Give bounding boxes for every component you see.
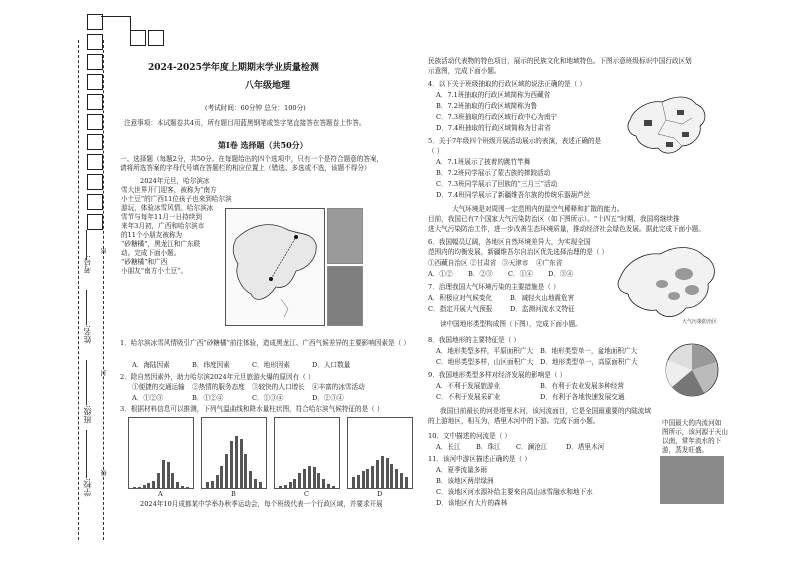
section-intro-1: 一、选择题（每题2分，共50分。在每题给出的四个选项中，只有一个是符合题意的答案， bbox=[120, 155, 384, 163]
climate-bar bbox=[284, 485, 287, 488]
ice-festival-photo bbox=[327, 208, 363, 264]
passage-air-1: 大气环境是对周围一定范围内的湿空气稀释和扩散的能力。 bbox=[452, 205, 624, 213]
q2-item-4: ④丰富的冰雪活动 bbox=[312, 383, 365, 391]
passage-air-2: 目前，我国已有7个国家大气污染防治区（如下图所示）。“十四五”时期，我国将继续推 bbox=[428, 215, 680, 223]
climate-chart-label[interactable]: C bbox=[304, 490, 310, 498]
passage-continue-2: 示意图，完成下面小题。 bbox=[428, 67, 501, 75]
climate-bar bbox=[352, 477, 355, 488]
climate-bar bbox=[176, 482, 179, 488]
climate-bar bbox=[289, 482, 292, 488]
school-field[interactable] bbox=[86, 430, 87, 478]
china-admin-map bbox=[622, 90, 712, 162]
climate-bar bbox=[395, 469, 398, 488]
q2-item-3: ③较快的人口增长 bbox=[252, 383, 305, 391]
q6-item-4: ④广东省 bbox=[536, 259, 563, 267]
climate-bar bbox=[357, 475, 360, 488]
q1-option-d[interactable]: D．人口数量 bbox=[312, 361, 351, 369]
side-caption-4: 游，蒸发旺盛。 bbox=[662, 446, 709, 454]
q6-option-b[interactable]: B．②③ bbox=[468, 270, 493, 278]
climate-chart-label[interactable]: D bbox=[377, 490, 383, 498]
school-label: 学校: bbox=[83, 478, 92, 497]
climate-chart-a bbox=[128, 417, 194, 498]
passage-air-3: 进大气污染防治工作，进一步改善生态环境质量，推动经济社会绿色发展。据此完成下面小题。 bbox=[428, 225, 705, 233]
exam-title: 2024-2025学年度上期期末学业质量检测 bbox=[148, 63, 319, 73]
climate-bar bbox=[313, 467, 316, 488]
q9-option-b[interactable]: B．有利于农业发展多种经营 bbox=[540, 382, 624, 390]
climate-chart-label[interactable]: A bbox=[158, 490, 163, 498]
side-caption-1: 中国最大的内流河如 bbox=[662, 419, 722, 427]
climate-bar bbox=[303, 469, 306, 488]
climate-bar bbox=[152, 481, 155, 488]
q6-item-2: ②甘肃省 bbox=[470, 259, 497, 267]
passage-continue-1: 民族活动代表物的特色项目，展示的民族文化和地域特色。下图示意班级标识中国行政区划 bbox=[428, 57, 692, 65]
q9-option-d[interactable]: D．有利于各地快速发展交通 bbox=[540, 393, 625, 401]
climate-bar bbox=[376, 460, 379, 488]
q7-text: 7．治理我国大气环境污染的主要措施是（ ） bbox=[428, 283, 560, 291]
q5-option-a[interactable]: A．7.1班展示了披着的跳竹竿舞 bbox=[436, 158, 531, 166]
q4-text: 4．以下关于班级抽取的行政区域的说法正确的是（ ） bbox=[428, 80, 586, 88]
q9-note-2: 的上游地区，相互为，塔里木河中的下游。完成下面小题。 bbox=[428, 417, 600, 425]
climate-bar bbox=[211, 481, 214, 488]
q2-item-2: ②热情的服务态度 bbox=[192, 383, 245, 391]
q2-option-d[interactable]: D．②③④ bbox=[312, 394, 344, 402]
q11-option-d[interactable]: D．该地区有大片的森林 bbox=[436, 499, 508, 507]
q1-text: 1．哈尔滨冰雪风情吸引广西“砂糖橘”前往体验，造成黑龙江、广西气候差异的主要影响因素是（ ） bbox=[120, 339, 410, 347]
climate-bar bbox=[332, 486, 335, 488]
climate-bar bbox=[216, 475, 219, 488]
climate-bar bbox=[327, 484, 330, 488]
q7-option-b[interactable]: B．减轻火山地震危害 bbox=[510, 294, 575, 302]
q11-option-b[interactable]: B．该地区两岸绿洲 bbox=[436, 477, 494, 485]
climate-bar bbox=[181, 486, 184, 488]
bottom-passage: 2024年10月成都某中学举办秋季运动会，每个班级代表一个行政区域，并要求开展 bbox=[140, 500, 383, 508]
q7-option-c[interactable]: C．指定开展大气预报 bbox=[428, 305, 493, 313]
climate-bar bbox=[254, 479, 257, 488]
climate-bar bbox=[225, 454, 228, 488]
q10-option-d[interactable]: D．塔里木河 bbox=[566, 443, 605, 451]
q8-option-a[interactable]: A．地形类型多样，平原面积广大 bbox=[436, 347, 534, 355]
cut-line-inner bbox=[103, 40, 104, 540]
q5-option-d[interactable]: D．7.4班同学展示了新疆维吾尔族的传统乐器葫芦丝 bbox=[436, 191, 591, 199]
climate-chart-b bbox=[201, 417, 267, 498]
q9-option-c[interactable]: C．不利于发展采矿业 bbox=[436, 393, 501, 401]
q2-option-c[interactable]: C．①③④ bbox=[252, 394, 284, 402]
q5-option-c[interactable]: C．7.3班同学展示了回族的“三月三”活动 bbox=[436, 180, 558, 188]
q7-option-a[interactable]: A．积极应对气候变化 bbox=[428, 294, 493, 302]
name-label: 姓名: bbox=[83, 325, 92, 344]
q6-option-c[interactable]: C．①④ bbox=[508, 270, 533, 278]
asia-map-svg bbox=[226, 209, 324, 325]
exam-info: (考试时间：60分钟 总分：100分) bbox=[205, 104, 306, 112]
climate-chart-label[interactable]: B bbox=[231, 490, 236, 498]
q1-option-a[interactable]: A．海陆因素 bbox=[132, 361, 170, 369]
name-field[interactable] bbox=[86, 290, 87, 325]
cut-mark-3: 线 bbox=[101, 470, 108, 476]
number-field[interactable] bbox=[86, 230, 87, 260]
exam-subject: 八年级地理 bbox=[245, 81, 291, 91]
q5-text: 5．关于7年级四个班级开展活动展示的表演，表述正确的是 bbox=[428, 137, 602, 145]
section-intro-2: 请将所选答案的字母代号填在答题栏的相应位置上（错选、多选或不选，该题不得分） bbox=[120, 164, 371, 172]
cut-mark-1: 密 bbox=[101, 248, 108, 254]
climate-bar bbox=[157, 473, 160, 488]
class-field[interactable] bbox=[86, 360, 87, 405]
q7-note: 读中国地形类型构成图（下图），完成下面小题。 bbox=[440, 320, 582, 328]
q6-option-d[interactable]: D．③④ bbox=[548, 270, 574, 278]
q1-option-b[interactable]: B．纬度因素 bbox=[192, 361, 230, 369]
climate-chart-d bbox=[347, 417, 413, 498]
side-caption-2: 图所示，该河源于天山 bbox=[662, 428, 728, 436]
climate-bar bbox=[279, 486, 282, 488]
climate-bar bbox=[162, 460, 165, 488]
climate-bar bbox=[371, 466, 374, 488]
cut-line bbox=[78, 40, 79, 540]
q8-text: 8．我国地形的主要特征是（ ） bbox=[428, 336, 521, 344]
asia-map bbox=[225, 208, 325, 326]
exam-notice: 注意事项：本试题卷共4页，所有题目用蓝黑钢笔或签字笔直接答在答题卷上作答。 bbox=[124, 119, 366, 127]
climate-bar bbox=[317, 473, 320, 488]
q5-option-b[interactable]: B．7.2班同学展示了蒙古族的摔跤活动 bbox=[436, 169, 551, 177]
section-title: 第I卷 选择题（共50分） bbox=[218, 140, 308, 150]
q9-text: 9．我国地形类型多样对经济发展的影响是（ ） bbox=[428, 371, 567, 379]
q4-option-d[interactable]: D．7.4班抽取的行政区域简称为甘肃省 bbox=[436, 124, 551, 132]
pollution-map-legend: 大气污染防治区 bbox=[682, 319, 718, 325]
climate-bar bbox=[322, 479, 325, 488]
climate-bar bbox=[259, 482, 262, 488]
cut-mark-2: 封 bbox=[101, 370, 108, 376]
q4-option-b[interactable]: B．7.2班抽取的行政区域简称为鲁 bbox=[436, 102, 538, 110]
q9-note-1: 我国目前最长的河是塔里木河，该河流面目，它是全国最重要的内陆流域 bbox=[440, 407, 651, 415]
q2-option-a[interactable]: A．①②③ bbox=[132, 394, 164, 402]
q3-text: 3．根据材料信息可以推测，下列气温曲线和降水量柱状图，符合哈尔滨气候特征的是（ ） bbox=[120, 405, 384, 413]
climate-bar bbox=[220, 466, 223, 488]
q6-text: 6．我国幅员辽阔，各地区自然环境差异大，为实现全国 bbox=[428, 238, 591, 246]
q10-option-c[interactable]: C．澜沧江 bbox=[516, 443, 548, 451]
climate-bar bbox=[308, 466, 311, 488]
climate-bar bbox=[362, 471, 365, 488]
pollution-zone-map bbox=[612, 238, 722, 328]
q9-option-a[interactable]: A．不利于发展旅游业 bbox=[436, 382, 501, 390]
q8-option-c[interactable]: C．地形类型多样，山区面积广大 bbox=[436, 358, 534, 366]
q2-text: 2．除自然因素外，助力哈尔滨2024年元旦旅游火爆的原因有（ ） bbox=[120, 373, 315, 381]
q2-option-b[interactable]: B．①②④ bbox=[192, 394, 224, 402]
q10-text: 10．文中描述的河流是（ ） bbox=[428, 432, 512, 440]
q11-option-c[interactable]: C．该地区河水源补给主要来自高山冰雪融水和地下水 bbox=[436, 488, 593, 496]
q10-option-a[interactable]: A．长江 bbox=[436, 443, 461, 451]
river-photo bbox=[660, 456, 724, 504]
climate-bar bbox=[138, 487, 141, 488]
climate-bar bbox=[240, 439, 243, 488]
q1-option-c[interactable]: C．地形因素 bbox=[252, 361, 291, 369]
crowd-photo bbox=[327, 266, 363, 326]
climate-bar bbox=[386, 458, 389, 488]
climate-bar bbox=[235, 436, 238, 488]
side-caption-3: 以南，常年流水的下 bbox=[662, 437, 722, 445]
number-label: 考号: bbox=[83, 255, 92, 274]
climate-bar bbox=[147, 483, 150, 488]
climate-bar bbox=[366, 469, 369, 488]
q7-option-d[interactable]: D．监测河流水文特征 bbox=[510, 305, 575, 313]
q11-text: 11．该河中游区描述正确的是（ ） bbox=[428, 455, 531, 463]
climate-bar bbox=[171, 473, 174, 488]
q6-item-3: ③天津市 bbox=[502, 259, 529, 267]
climate-bar bbox=[249, 471, 252, 488]
climate-bar bbox=[293, 479, 296, 488]
q6-text-2: 范围内的均衡发展，新疆维吾尔自治区优先选择治理的是（ ） bbox=[428, 248, 609, 256]
climate-bar bbox=[133, 487, 136, 488]
climate-bar bbox=[186, 487, 189, 488]
q8-option-b[interactable]: B．地形类型单一，盆地面积广大 bbox=[540, 347, 638, 355]
q4-option-a[interactable]: A．7.1班抽取的行政区域简称为西藏省 bbox=[436, 91, 551, 99]
climate-bar bbox=[167, 462, 170, 488]
climate-bar bbox=[230, 441, 233, 488]
q11-option-a[interactable]: A．夏季流量多雨 bbox=[436, 466, 487, 474]
climate-bar bbox=[298, 473, 301, 488]
q5-paren: （ ） bbox=[428, 147, 444, 155]
q10-option-b[interactable]: B．珠江 bbox=[476, 443, 501, 451]
q2-item-1: ①便捷的交通运输 bbox=[132, 383, 185, 391]
class-label: 班级: bbox=[83, 405, 92, 424]
q8-option-d[interactable]: D．地形类型单一，高原面积广大 bbox=[540, 358, 638, 366]
climate-bar bbox=[206, 482, 209, 488]
climate-bar bbox=[405, 477, 408, 488]
climate-bar bbox=[381, 456, 384, 488]
climate-bar bbox=[390, 464, 393, 488]
climate-bar bbox=[244, 454, 247, 488]
q6-item-1: ①西藏自治区 bbox=[428, 259, 468, 267]
climate-bar bbox=[400, 473, 403, 488]
q6-option-a[interactable]: A．①② bbox=[428, 270, 453, 278]
climate-chart-c bbox=[274, 417, 340, 498]
landform-pie-chart bbox=[660, 340, 724, 402]
climate-bar bbox=[143, 485, 146, 488]
q4-option-c[interactable]: C．7.3班抽取的行政区域行政中心为南宁 bbox=[436, 113, 558, 121]
